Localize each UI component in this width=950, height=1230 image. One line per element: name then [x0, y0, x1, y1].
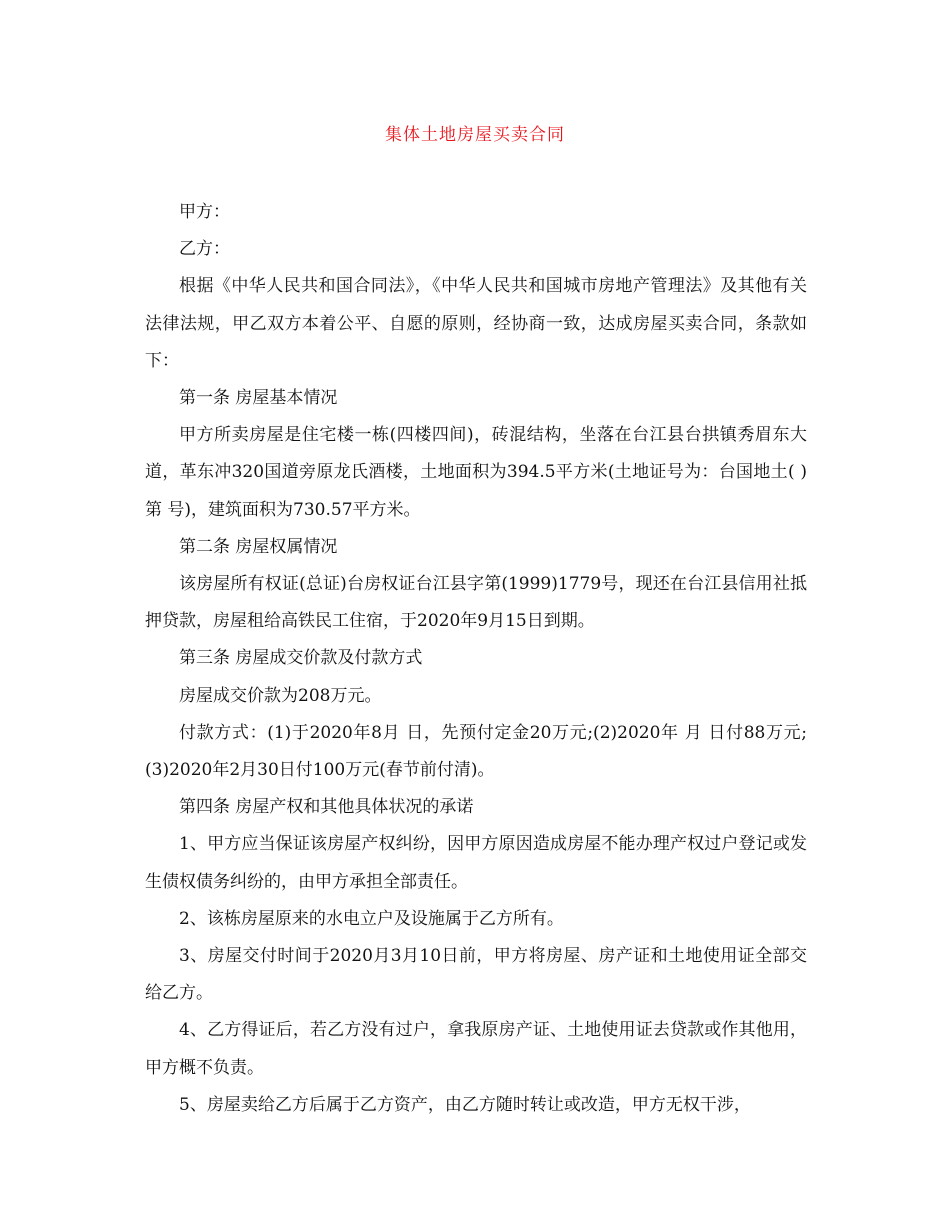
- payment-method-paragraph: 付款方式：(1)于2020年8月 日，先预付定金20万元;(2)2020年 月 日付88万元;(3)2020年2月30日付100万元(春节前付清)。: [145, 722, 807, 781]
- article-3-heading: 第三条 房屋成交价款及付款方式: [179, 648, 423, 669]
- price-paragraph: 房屋成交价款为208万元。: [179, 685, 382, 706]
- document-title: 集体土地房屋买卖合同: [385, 125, 565, 145]
- clause-1-paragraph: 1、甲方应当保证该房屋产权纠纷，因甲方原因造成房屋不能办理产权过户登记或发生债权债务纠纷的，由甲方承担全部责任。: [145, 834, 807, 892]
- clause-5-paragraph: 5、房屋卖给乙方后属于乙方资产，由乙方随时转让或改造，甲方无权干涉，: [179, 1094, 751, 1115]
- article-4-heading: 第四条 房屋产权和其他具体状况的承诺: [179, 797, 474, 818]
- clause-2-paragraph: 2、该栋房屋原来的水电立户及设施属于乙方所有。: [179, 908, 564, 929]
- clause-4-paragraph: 4、乙方得证后，若乙方没有过户，拿我原房产证、土地使用证去贷款或作其他用，甲方概不负责。: [145, 1020, 807, 1078]
- article-1-heading: 第一条 房屋基本情况: [179, 388, 338, 409]
- article-1-paragraph: 甲方所卖房屋是住宅楼一栋(四楼四间)，砖混结构，坐落在台江县台拱镇秀眉东大道，革东冲320国道旁原龙氏酒楼，土地面积为394.5平方米(土地证号为：台国地土( )第 号)，建筑面积为730.57平方米。: [145, 425, 807, 520]
- document-body: [145, 194, 807, 1124]
- clause-3-paragraph: 3、房屋交付时间于2020月3月10日前，甲方将房屋、房产证和土地使用证全部交给乙方。: [145, 946, 807, 1004]
- party-b-line: 乙方：: [179, 239, 230, 260]
- preamble-paragraph: 根据《中华人民共和国合同法》，《中华人民共和国城市房地产管理法》及其他有关法律法规，甲乙双方本着公平、自愿的原则，经协商一致，达成房屋买卖合同，条款如下：: [145, 276, 807, 371]
- article-2-paragraph: 该房屋所有权证(总证)台房权证台江县字第(1999)1779号，现还在台江县信用社抵押贷款，房屋租给高铁民工住宿，于2020年9月15日到期。: [145, 574, 807, 632]
- party-a-line: 甲方：: [179, 202, 230, 222]
- article-2-heading: 第二条 房屋权属情况: [179, 536, 338, 557]
